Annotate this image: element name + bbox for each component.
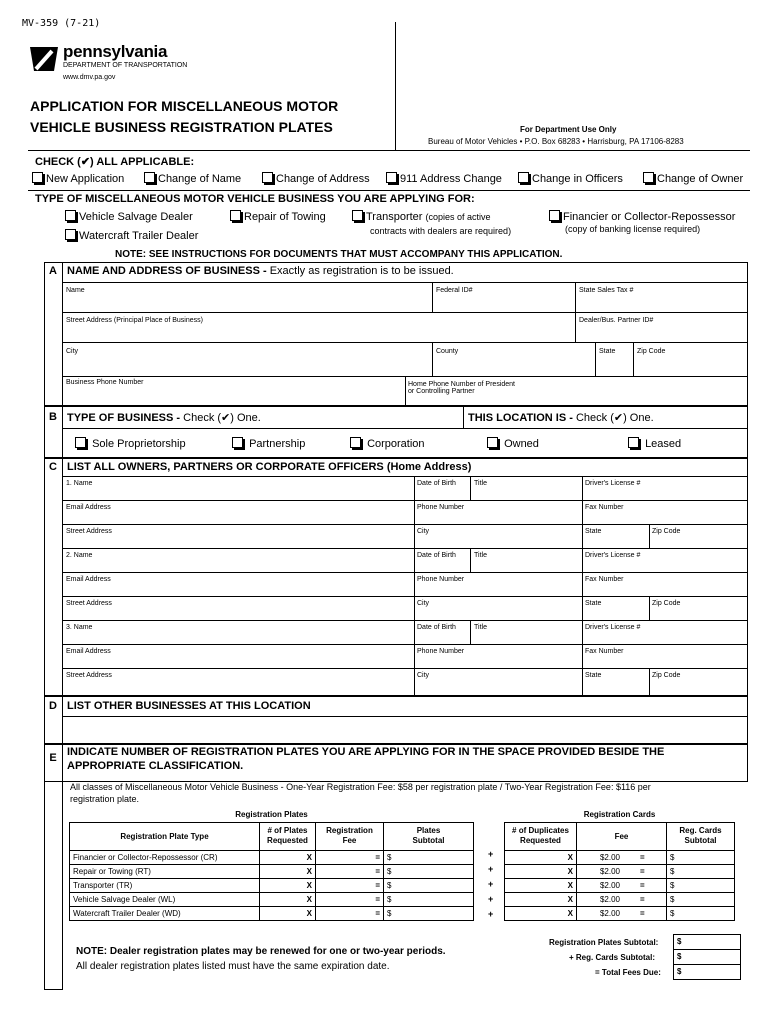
card-subtotal-wd[interactable]: $ [667, 906, 735, 920]
city-field[interactable]: City [66, 348, 79, 355]
owner-3-license-field[interactable]: Driver's License # [585, 624, 641, 631]
owner-2-email-field[interactable]: Email Address [66, 576, 111, 583]
fee-wl[interactable]: = [316, 892, 384, 906]
plates-requested-cr[interactable]: X [260, 850, 316, 864]
plus-sign: + [488, 909, 494, 919]
form-title-line2: VEHICLE BUSINESS REGISTRATION PLATES [30, 119, 333, 135]
checkbox-sole-proprietorship[interactable]: Sole Proprietorship [75, 437, 186, 450]
col-plate-type: Registration Plate Type [70, 822, 260, 850]
owner-3-fax-field[interactable]: Fax Number [585, 648, 624, 655]
col-plates-requested: # of Plates Requested [260, 822, 316, 850]
owner-3-city-field[interactable]: City [417, 672, 430, 679]
section-c-letter: C [49, 461, 57, 473]
col-cards-subtotal: Reg. Cards Subtotal [667, 822, 735, 850]
section-a-heading: NAME AND ADDRESS OF BUSINESS - Exactly as registration is to be issued. [67, 265, 454, 277]
owner-3-email-field[interactable]: Email Address [66, 648, 111, 655]
subtotal-wd[interactable]: $ [384, 906, 474, 920]
owner-3-title-field[interactable]: Title [474, 624, 487, 631]
checkbox-partnership[interactable]: Partnership [232, 437, 305, 450]
plates-requested-tr[interactable]: X [260, 878, 316, 892]
federal-id-field[interactable]: Federal ID# [436, 287, 473, 294]
street-address-field[interactable]: Street Address (Principal Place of Business) [66, 317, 203, 324]
card-fee-tr: $2.00 = [577, 878, 667, 892]
plus-sign: + [488, 864, 494, 874]
plates-subtotal-label: Registration Plates Subtotal: [549, 938, 659, 947]
owner-1-state-field[interactable]: State [585, 528, 602, 535]
plate-type-wd: Watercraft Trailer Dealer (WD) [70, 906, 260, 920]
card-fee-cr: $2.00 = [577, 850, 667, 864]
duplicates-cr[interactable]: X [505, 850, 577, 864]
checkbox-transporter[interactable]: Transporter (copies of active [352, 210, 491, 223]
duplicates-rt[interactable]: X [505, 864, 577, 878]
card-subtotal-cr[interactable]: $ [667, 850, 735, 864]
owner-2-dob-field[interactable]: Date of Birth [417, 552, 456, 559]
checkbox-leased[interactable]: Leased [628, 437, 681, 450]
transporter-note: contracts with dealers are required) [370, 226, 512, 236]
section-a [44, 262, 748, 406]
checkbox-change-of-name[interactable]: Change of Name [144, 172, 241, 185]
location-heading: THIS LOCATION IS - Check (✔) One. [468, 412, 654, 424]
registration-cards-table [504, 808, 735, 921]
totals-box [673, 934, 741, 980]
fee-cr[interactable]: = [316, 850, 384, 864]
plus-sign: + [488, 879, 494, 889]
section-e-heading-line1: INDICATE NUMBER OF REGISTRATION PLATES YOU ARE APPLYING FOR IN THE SPACE PROVIDED BESIDE THE [67, 746, 665, 758]
owner-3-state-field[interactable]: State [585, 672, 602, 679]
col-card-fee: Fee [577, 822, 667, 850]
fee-text-line1: All classes of Miscellaneous Motor Vehicle Business - One-Year Registration Fee: $58 per registration plate / Two-Year Registration Fee: $116 per [70, 782, 651, 792]
financier-note: (copy of banking license required) [565, 224, 701, 234]
renewal-note: NOTE: Dealer registration plates may be renewed for one or two-year periods. [76, 946, 446, 957]
county-field[interactable]: County [436, 348, 459, 355]
col-registration-fee: Registration Fee [316, 822, 384, 850]
home-phone-field[interactable]: Home Phone Number of President or Controlling Partner [408, 381, 515, 395]
business-name-field[interactable]: Name [66, 287, 85, 294]
owner-1-name-field[interactable]: 1. Name [66, 480, 93, 487]
owner-1-title-field[interactable]: Title [474, 480, 487, 487]
owner-1-fax-field[interactable]: Fax Number [585, 504, 624, 511]
plates-group-header: Registration Plates [235, 810, 308, 820]
website: www.dmv.pa.gov [63, 74, 116, 81]
col-plates-subtotal: Plates Subtotal [384, 822, 474, 850]
total-fees-field[interactable]: $ [677, 967, 682, 976]
cards-subtotal-label: + Reg. Cards Subtotal: [569, 953, 656, 962]
section-b-letter: B [49, 411, 57, 423]
plus-sign: + [488, 849, 494, 859]
checkbox-repair-towing[interactable]: Repair of Towing [230, 210, 326, 223]
owner-1-phone-field[interactable]: Phone Number [417, 504, 465, 511]
dealer-id-field[interactable]: Dealer/Bus. Partner ID# [579, 317, 654, 324]
section-c-heading: LIST ALL OWNERS, PARTNERS OR CORPORATE OFFICERS (Home Address) [67, 461, 472, 473]
plate-type-wl: Vehicle Salvage Dealer (WL) [70, 892, 260, 906]
owner-1-email-field[interactable]: Email Address [66, 504, 111, 511]
subtotal-wl[interactable]: $ [384, 892, 474, 906]
duplicates-tr[interactable]: X [505, 878, 577, 892]
owner-1-zip-field[interactable]: Zip Code [652, 528, 681, 535]
subtotal-rt[interactable]: $ [384, 864, 474, 878]
owner-2-license-field[interactable]: Driver's License # [585, 552, 641, 559]
zip-field[interactable]: Zip Code [637, 348, 666, 355]
section-b-heading: TYPE OF BUSINESS - Check (✔) One. [67, 412, 261, 424]
card-fee-wl: $2.00 = [577, 892, 667, 906]
registration-plates-table [69, 808, 474, 921]
card-subtotal-tr[interactable]: $ [667, 878, 735, 892]
total-fees-label: = Total Fees Due: [595, 968, 661, 977]
instructions-note: NOTE: SEE INSTRUCTIONS FOR DOCUMENTS THAT MUST ACCOMPANY THIS APPLICATION. [115, 249, 563, 260]
owner-2-state-field[interactable]: State [585, 600, 602, 607]
fee-tr[interactable]: = [316, 878, 384, 892]
owner-3-name-field[interactable]: 3. Name [66, 624, 93, 631]
section-e-heading-line2: APPROPRIATE CLASSIFICATION. [67, 760, 244, 772]
section-c [44, 458, 748, 696]
fee-text-line2: registration plate. [70, 794, 140, 804]
checkbox-911-address-change[interactable]: 911 Address Change [386, 172, 502, 185]
plate-type-rt: Repair or Towing (RT) [70, 864, 260, 878]
checkbox-change-of-address[interactable]: Change of Address [262, 172, 370, 185]
card-fee-rt: $2.00 = [577, 864, 667, 878]
plate-type-tr: Transporter (TR) [70, 878, 260, 892]
form-title-line1: APPLICATION FOR MISCELLANEOUS MOTOR [30, 98, 339, 114]
other-businesses-field[interactable] [64, 718, 746, 742]
owner-2-street-field[interactable]: Street Address [66, 600, 112, 607]
checkbox-new-application[interactable]: New Application [32, 172, 124, 185]
agency-dept: DEPARTMENT OF TRANSPORTATION [63, 62, 188, 69]
checkbox-vehicle-salvage[interactable]: Vehicle Salvage Dealer [65, 210, 193, 223]
sales-tax-field[interactable]: State Sales Tax # [579, 287, 634, 294]
dept-use-label: For Department Use Only [520, 125, 617, 134]
cards-group-header: Registration Cards [583, 810, 656, 820]
checkbox-financier[interactable]: Financier or Collector-Repossessor [549, 210, 735, 223]
owner-1-license-field[interactable]: Driver's License # [585, 480, 641, 487]
checkbox-change-of-owner[interactable]: Change of Owner [643, 172, 743, 185]
section-d-heading: LIST OTHER BUSINESSES AT THIS LOCATION [67, 700, 311, 712]
owner-3-zip-field[interactable]: Zip Code [652, 672, 681, 679]
card-subtotal-wl[interactable]: $ [667, 892, 735, 906]
owner-3-street-field[interactable]: Street Address [66, 672, 112, 679]
section-d-letter: D [49, 700, 57, 712]
agency-name: pennsylvania [63, 42, 168, 61]
owner-2-fax-field[interactable]: Fax Number [585, 576, 624, 583]
subtotal-cr[interactable]: $ [384, 850, 474, 864]
plates-requested-rt[interactable]: X [260, 864, 316, 878]
owner-2-name-field[interactable]: 2. Name [66, 552, 93, 559]
plates-requested-wl[interactable]: X [260, 892, 316, 906]
card-subtotal-rt[interactable]: $ [667, 864, 735, 878]
business-phone-field[interactable]: Business Phone Number [66, 379, 144, 386]
fee-rt[interactable]: = [316, 864, 384, 878]
owner-1-dob-field[interactable]: Date of Birth [417, 480, 456, 487]
owner-2-title-field[interactable]: Title [474, 552, 487, 559]
duplicates-wd[interactable]: X [505, 906, 577, 920]
checkbox-change-in-officers[interactable]: Change in Officers [518, 172, 623, 185]
cards-subtotal-field[interactable]: $ [677, 952, 682, 961]
business-type-heading: TYPE OF MISCELLANEOUS MOTOR VEHICLE BUSINESS YOU ARE APPLYING FOR: [35, 193, 475, 205]
plates-subtotal-field[interactable]: $ [677, 937, 682, 946]
col-duplicates: # of Duplicates Requested [505, 822, 577, 850]
checkbox-owned[interactable]: Owned [487, 437, 539, 450]
checkbox-watercraft[interactable]: Watercraft Trailer Dealer [65, 229, 198, 242]
subtotal-tr[interactable]: $ [384, 878, 474, 892]
owner-3-phone-field[interactable]: Phone Number [417, 648, 465, 655]
plus-sign: + [488, 894, 494, 904]
owner-1-street-field[interactable]: Street Address [66, 528, 112, 535]
card-fee-wd: $2.00 = [577, 906, 667, 920]
owner-1-city-field[interactable]: City [417, 528, 430, 535]
expiration-note: All dealer registration plates listed must have the same expiration date. [76, 961, 390, 972]
check-heading: CHECK (✔) ALL APPLICABLE: [35, 156, 195, 168]
owner-2-phone-field[interactable]: Phone Number [417, 576, 465, 583]
section-a-letter: A [49, 265, 57, 277]
fee-wd[interactable]: = [316, 906, 384, 920]
plates-requested-wd[interactable]: X [260, 906, 316, 920]
owner-3-dob-field[interactable]: Date of Birth [417, 624, 456, 631]
keystone-logo-icon [28, 43, 60, 80]
owner-2-city-field[interactable]: City [417, 600, 430, 607]
section-e-letter: E [49, 752, 57, 764]
form-number: MV-359 (7-21) [22, 18, 101, 29]
checkbox-corporation[interactable]: Corporation [350, 437, 425, 450]
plate-type-cr: Financier or Collector-Repossessor (CR) [70, 850, 260, 864]
dept-address: Bureau of Motor Vehicles • P.O. Box 68283 • Harrisburg, PA 17106-8283 [428, 137, 684, 146]
state-field[interactable]: State [599, 348, 616, 355]
duplicates-wl[interactable]: X [505, 892, 577, 906]
owner-2-zip-field[interactable]: Zip Code [652, 600, 681, 607]
